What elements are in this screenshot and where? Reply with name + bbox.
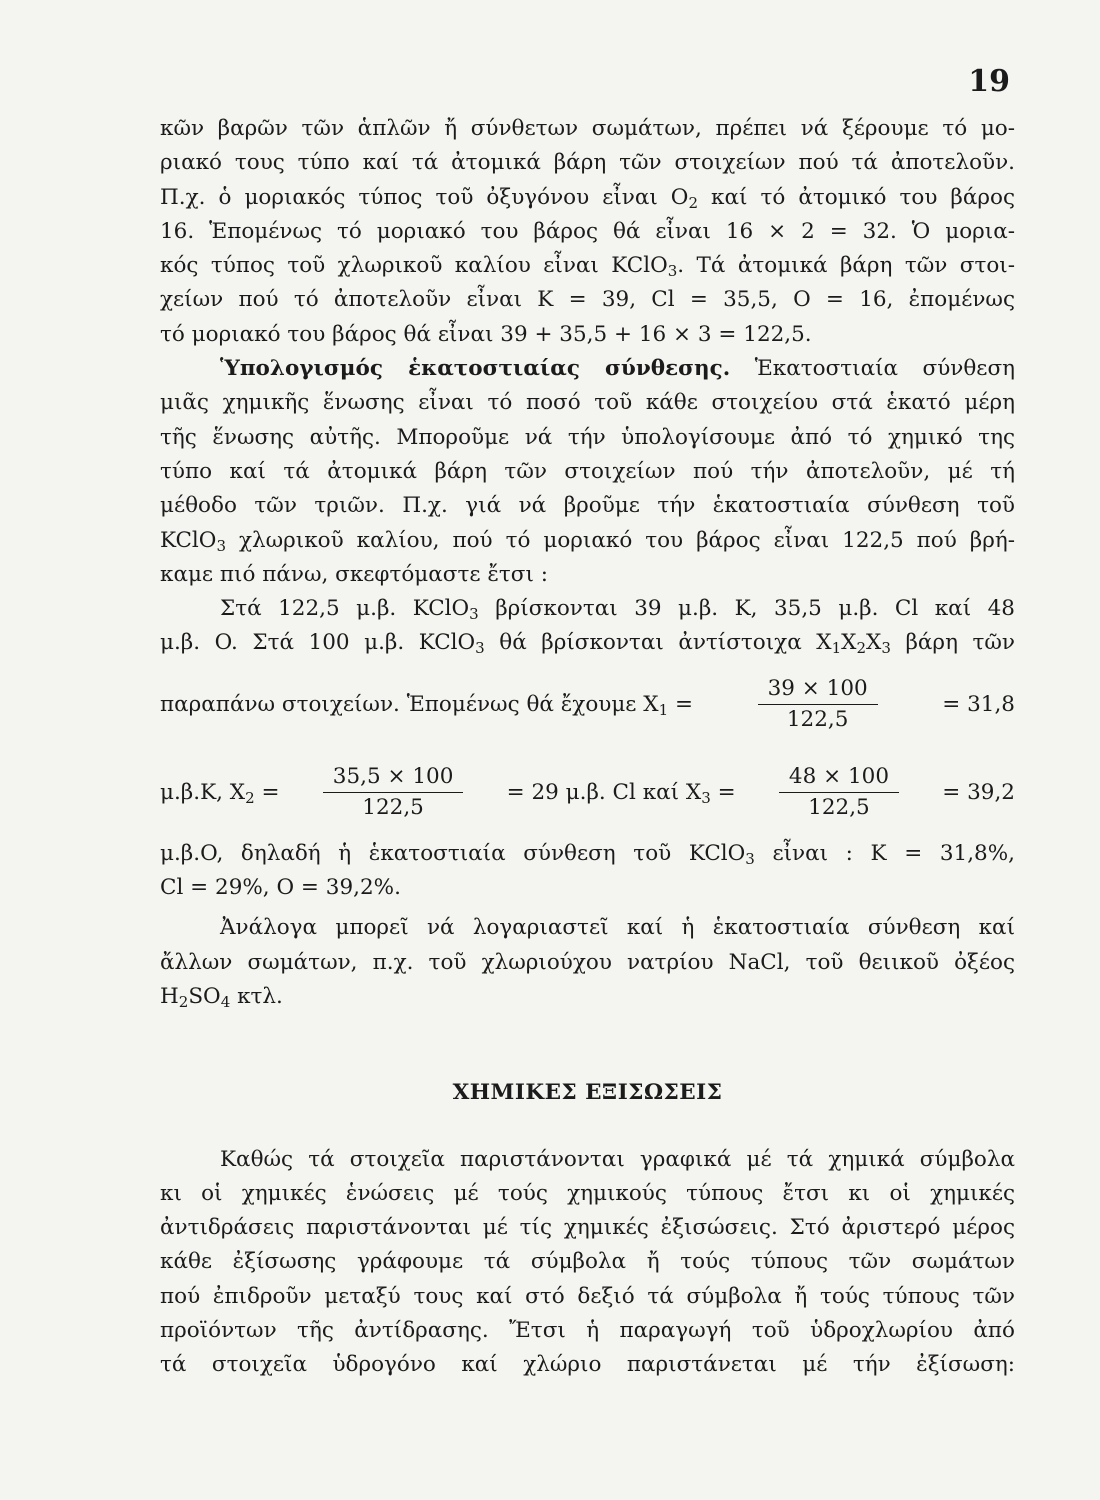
text-line: Ἀνάλογα μπορεῖ νά λογαριαστεῖ καί ἡ ἑκατοστιαία σύνθεση καί: [220, 915, 1015, 941]
text-line: τύπο καί τά ἀτομικά βάρη τῶν στοιχείων πού τήν ἀποτελοῦν, μέ τή: [160, 458, 1015, 484]
text-line: προϊόντων τῆς ἀντίδρασης. Ἔτσι ἡ παραγωγή τοῦ ὑδροχλωρίου ἀπό: [160, 1318, 1015, 1344]
text-line: ἄλλων σωμάτων, π.χ. τοῦ χλωριούχου νατρίου NaCl, τοῦ θειικοῦ ὀξέος: [160, 949, 1015, 975]
text-line: πού ἐπιδροῦν μεταξύ τους καί στό δεξιό τά σύμβολα ἤ τούς τύπους τῶν: [160, 1283, 1015, 1309]
text-line: κῶν βαρῶν τῶν ἁπλῶν ἤ σύνθετων σωμάτων, πρέπει νά ξέρουμε τό μο-: [160, 116, 1015, 141]
text-line: Π.χ. ὁ μοριακός τύπος τοῦ ὀξυγόνου εἶναι $O_2$ καί τό ἀτομικό του βάρος: [160, 184, 1015, 212]
text-line: μέθοδο τῶν τριῶν. Π.χ. γιά νά βροῦμε τήν ἑκατοστιαία σύνθεση τοῦ: [160, 493, 1015, 519]
text-line: καμε πιό πάνω, σκεφτόμαστε ἔτσι :: [160, 561, 548, 587]
page-number: 19: [968, 64, 1010, 99]
paragraph-chemical-equations: [160, 1143, 1015, 1383]
equation-x1: παραπάνω στοιχείων. Ἑπομένως θά ἔχουμε $X_1$ = $\frac{39 \times 100}{122,5}$ = 31,8: [160, 661, 1015, 749]
text-line: Καθώς τά στοιχεῖα παριστάνονται γραφικά μέ τά χημικά σύμβολα: [220, 1146, 1015, 1172]
chapter-heading: ΧΗΜΙΚΕΣ ΕΞΙΣΩΣΕΙΣ: [452, 1080, 723, 1106]
text-line: τό μοριακό του βάρος θά εἶναι 39 + 35,5 + 16 × 3 = 122,5.: [160, 321, 812, 347]
text-line: ἀντιδράσεις παριστάνονται μέ τίς χημικές ἐξισώσεις. Στό ἀριστερό μέρος: [160, 1215, 1015, 1241]
text-line: Ὑπολογισμός ἑκατοστιαίας σύνθεσης. Ἑκατοστιαία σύνθεση: [220, 356, 1015, 382]
text-line: Στά 122,5 μ.β. KClO$_3$ βρίσκονται 39 μ.β. K, 35,5 μ.β. Cl καί 48: [220, 596, 1015, 623]
text-line: κι οἱ χημικές ἑνώσεις μέ τούς χημικούς τύπους ἔτσι κι οἱ χημικές: [160, 1180, 1015, 1206]
paragraph-other-compounds: [160, 911, 1015, 1014]
text-line: 16. Ἑπομένως τό μοριακό του βάρος θά εἶναι 16 × 2 = 32. Ὁ μορια-: [160, 218, 1015, 244]
section-title: Ὑπολογισμός ἑκατοστιαίας σύνθεσης.: [220, 356, 731, 382]
paragraph-molecular-weight: [160, 112, 1015, 352]
text-line: χείων πού τό ἀποτελοῦν εἶναι K = 39, Cl = 35,5, O = 16, ἐπομένως: [160, 287, 1015, 313]
text-line: τά στοιχεῖα ὑδρογόνο καί χλώριο παριστάνεται μέ τήν ἐξίσωση:: [160, 1352, 1015, 1378]
text-line: κάθε ἐξίσωσης γράφουμε τά σύμβολα ἤ τούς τύπους τῶν σωμάτων: [160, 1249, 1015, 1275]
text-line: Cl = 29%, O = 39,2%.: [160, 875, 401, 901]
text-line: τῆς ἕνωσης αὐτῆς. Μποροῦμε νά τήν ὑπολογίσουμε ἀπό τό χημικό της: [160, 424, 1015, 450]
text-line: κός τύπος τοῦ χλωρικοῦ καλίου εἶναι KClO$_3$. Τά ἀτομικά βάρη τῶν στοι-: [160, 253, 1015, 280]
text-line: ριακό τους τύπο καί τά ἀτομικά βάρη τῶν στοιχείων πού τά ἀποτελοῦν.: [160, 150, 1015, 176]
page-body: [160, 112, 1015, 1383]
fraction: $\frac{48 \times 100}{122,5}$: [779, 762, 899, 823]
text-line: $H_2SO_4$ κτλ.: [160, 983, 283, 1011]
text-line: μιᾶς χημικῆς ἕνωσης εἶναι τό ποσό τοῦ κάθε στοιχείου στά ἑκατό μέρη: [160, 390, 1015, 416]
fraction: $\frac{35,5 \times 100}{122,5}$: [323, 762, 464, 823]
equation-x2-x3: μ.β.K, $X_2$ = $\frac{35,5 \times 100}{122,5}$ = 29 μ.β. Cl καί $X_3$ = $\frac{48 \times 100}{122,5}$ = 39,2: [160, 749, 1015, 837]
fraction: $\frac{39 \times 100}{122,5}$: [758, 674, 878, 735]
text-line: KClO$_3$ χλωρικοῦ καλίου, πού τό μοριακό του βάρος εἶναι 122,5 πού βρή-: [160, 527, 1015, 555]
text-line: μ.β. O. Στά 100 μ.β. KClO$_3$ θά βρίσκονται ἀντίστοιχα $X_1X_2X_3$ βάρη τῶν: [160, 630, 1015, 658]
paragraph-calculation: [160, 592, 1015, 905]
text-line: μ.β.O, δηλαδή ἡ ἑκατοστιαία σύνθεση τοῦ KClO$_3$ εἶναι : K = 31,8%,: [160, 840, 1015, 868]
paragraph-percent-composition: [160, 352, 1015, 592]
